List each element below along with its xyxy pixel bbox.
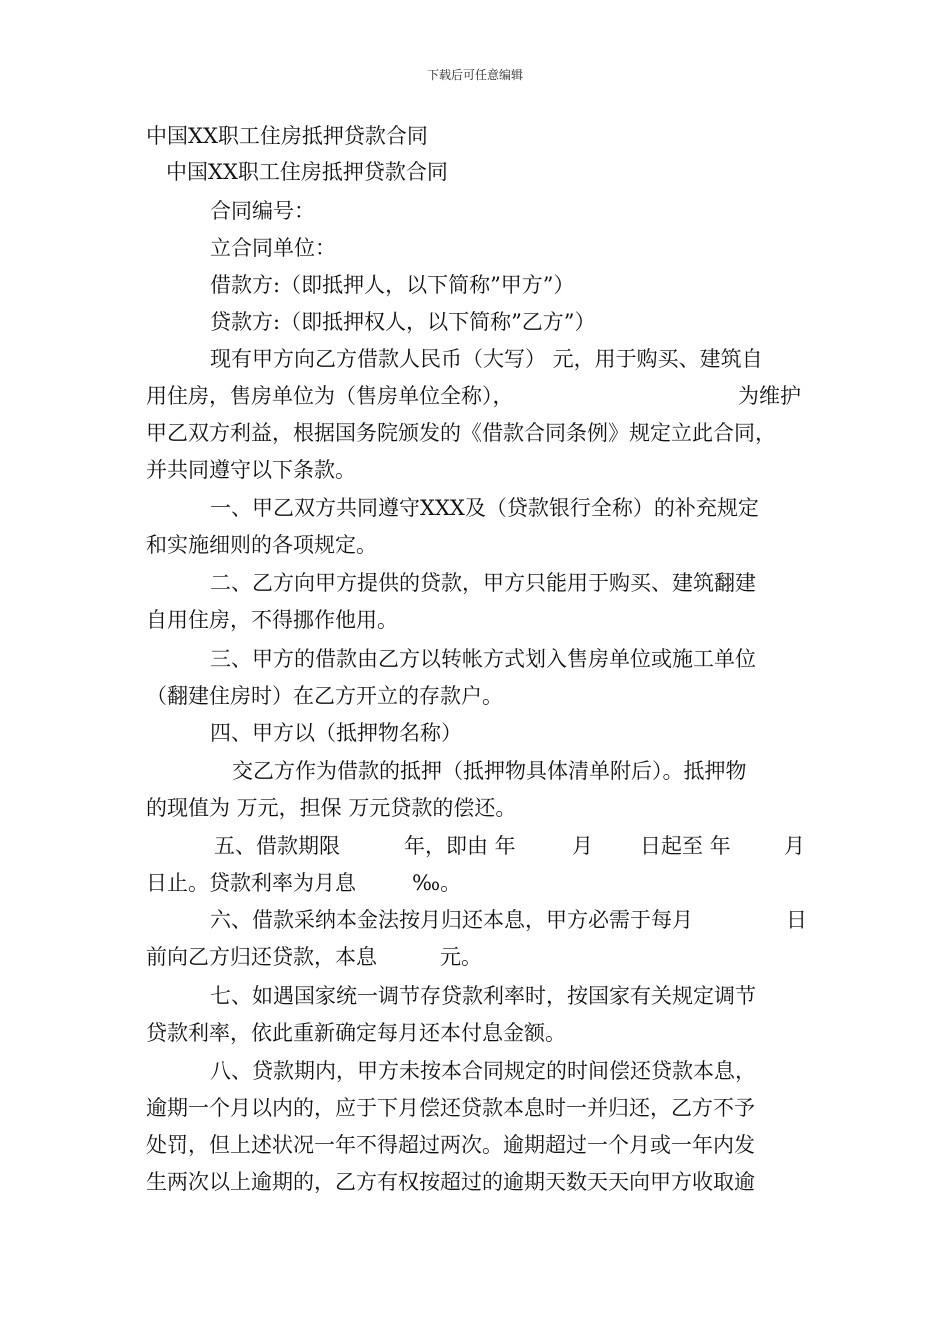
clause-2-line: 自用住房，不得挪作他用。 xyxy=(146,608,398,632)
clause-1-line: 一、甲乙双方共同遵守XXX及（贷款银行全称）的补充规定 xyxy=(210,496,759,520)
clause-4-line: 的现值为 万元，担保 万元贷款的偿还。 xyxy=(146,796,517,820)
clause-6-line xyxy=(210,906,807,934)
clause-4-line: 交乙方作为借款的抵押（抵押物具体清单附后）。抵押物 xyxy=(232,759,747,783)
parties-field: 立合同单位： xyxy=(210,236,336,260)
header-note: 下载后可任意编辑 xyxy=(426,68,523,82)
clause-5-text: 年，即由 年 xyxy=(404,834,516,858)
clause-5-text: 月 xyxy=(572,834,593,858)
clause-6-text: 日 xyxy=(786,908,807,932)
clause-1-line: 和实施细则的各项规定。 xyxy=(146,533,377,557)
document-subtitle: 中国XX职工住房抵押贷款合同 xyxy=(166,160,448,184)
clause-5-text: ‰。 xyxy=(412,871,462,895)
clause-6-line xyxy=(146,943,482,971)
preamble-line: 现有甲方向乙方借款人民币（大写） 元，用于购买、建筑自 xyxy=(210,347,763,371)
clause-8-line: 生两次以上逾期的，乙方有权按超过的逾期天数天天向甲方收取逾 xyxy=(146,1170,755,1194)
clause-6-text: 元。 xyxy=(440,945,482,969)
clause-2-line: 二、乙方向甲方提供的贷款，甲方只能用于购买、建筑翻建 xyxy=(210,571,756,595)
preamble-text: 用住房，售房单位为（售房单位全称）， xyxy=(146,384,514,408)
preamble-line: 甲乙双方利益，根据国务院颁发的《借款合同条例》规定立此合同， xyxy=(146,421,776,445)
clause-3-line: 三、甲方的借款由乙方以转帐方式划入售房单位或施工单位 xyxy=(210,647,756,671)
clause-7-line: 七、如遇国家统一调节存贷款利率时，按国家有关规定调节 xyxy=(210,984,756,1008)
clause-5-text: 日起至 年 xyxy=(640,834,731,858)
preamble-line: 并共同遵守以下条款。 xyxy=(146,458,356,482)
contract-number-field: 合同编号： xyxy=(210,199,315,223)
clause-7-line: 贷款利率，依此重新确定每月还本付息金额。 xyxy=(146,1021,566,1045)
clause-4-line: 四、甲方以（抵押物名称） xyxy=(210,721,462,745)
clause-5-line xyxy=(214,832,805,860)
preamble-text: 为维护 xyxy=(738,384,801,408)
clause-8-line: 逾期一个月以内的，应于下月偿还贷款本息时一并归还，乙方不予 xyxy=(146,1096,755,1120)
document-title: 中国XX职工住房抵押贷款合同 xyxy=(146,124,428,148)
lender-field: 贷款方:（即抵押权人，以下简称”乙方”） xyxy=(210,310,596,334)
clause-6-text: 六、借款采纳本金法按月归还本息，甲方必需于每月 xyxy=(210,908,693,932)
borrower-field: 借款方:（即抵押人，以下简称”甲方”） xyxy=(210,273,575,297)
clause-6-text: 前向乙方归还贷款，本息 xyxy=(146,945,377,969)
clause-3-line: （翻建住房时）在乙方开立的存款户。 xyxy=(146,684,503,708)
clause-5-line xyxy=(146,869,462,897)
clause-8-line: 处罚，但上述状况一年不得超过两次。逾期超过一个月或一年内发 xyxy=(146,1133,755,1157)
clause-5-text: 五、借款期限 xyxy=(214,834,340,858)
clause-5-text: 月 xyxy=(784,834,805,858)
preamble-line xyxy=(146,382,801,410)
clause-8-line: 八、贷款期内，甲方未按本合同规定的时间偿还贷款本息， xyxy=(210,1059,756,1083)
clause-5-text: 日止。贷款利率为月息 xyxy=(146,871,356,895)
